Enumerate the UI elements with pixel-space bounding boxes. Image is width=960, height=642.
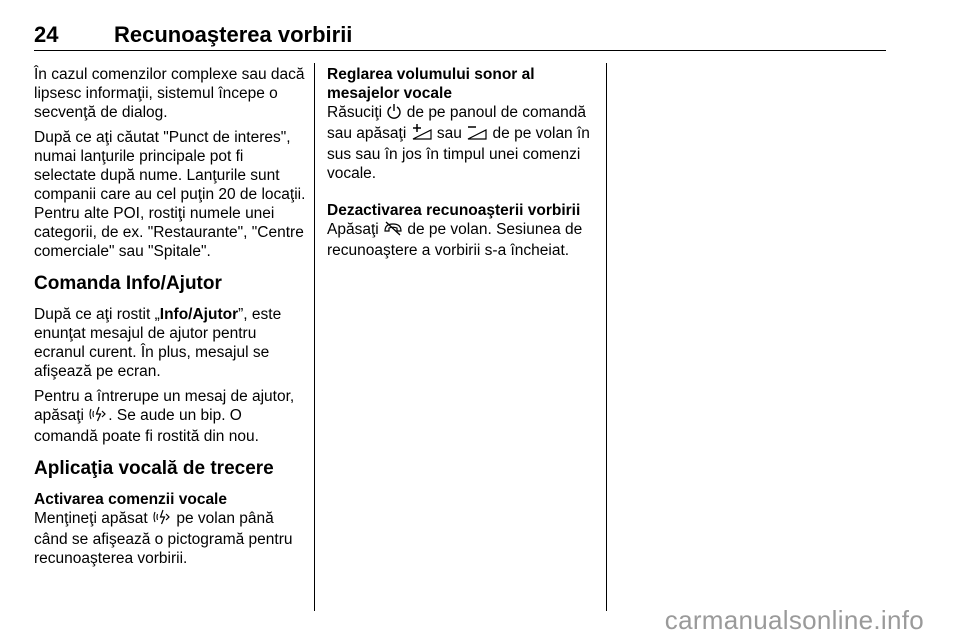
- right-column: [327, 65, 595, 266]
- paragraph: Răsuciţi de pe panoul de comandă sau apăsaţi sau de pe volan în sus sau în jos în timpul unei comenzi vocale.: [327, 104, 590, 182]
- paragraph: În cazul comenzilor complexe sau dacă lipsesc informaţii, sistemul începe o secvenţă de dialog.: [34, 66, 305, 121]
- volume-up-icon: [411, 124, 433, 145]
- paragraph: Menţineţi apăsat pe volan până când se afişează o pictogramă pentru recunoaşterea vorbirii.: [34, 510, 293, 567]
- paragraph: După ce aţi rostit „Info/Ajutor”, este enunţat mesajul de ajutor pentru ecranul curent. În plus, mesajul se afişează pe ecran.: [34, 306, 282, 380]
- phone-hangup-icon: [383, 220, 403, 241]
- section-heading: Comanda Info/Ajutor: [34, 273, 222, 294]
- left-column: [34, 65, 306, 574]
- page-header: [34, 22, 886, 51]
- voice-control-icon: [88, 406, 108, 427]
- subsection-heading: Reglarea volumului sonor al mesajelor vocale: [327, 66, 535, 102]
- paragraph: Apăsaţi de pe volan. Sesiunea de recunoaştere a vorbirii s-a încheiat.: [327, 221, 583, 259]
- paragraph: Pentru a întrerupe un mesaj de ajutor, apăsaţi . Se aude un bip. O comandă poate fi rostită din nou.: [34, 388, 295, 445]
- footer-watermark: carmanualsonline.info: [664, 605, 924, 635]
- page-title: Recunoaşterea vorbirii: [114, 22, 353, 47]
- section-heading: Aplicaţia vocală de trecere: [34, 458, 274, 479]
- power-knob-icon: [386, 103, 402, 124]
- column-divider: [606, 63, 607, 611]
- subsection-heading: Activarea comenzii vocale: [34, 491, 227, 508]
- paragraph: După ce aţi căutat "Punct de interes", numai lanţurile principale pot fi selectate după nume. Lanţurile sunt companii care au cel puţin 20 de locaţii. Pentru alte POI, rostiţi numele unei categorii, de ex. "Restaurante", "Centre comerciale" sau "Spitale".: [34, 129, 306, 260]
- column-divider: [314, 63, 315, 611]
- subsection-heading: Dezactivarea recunoaşterii vorbirii: [327, 202, 581, 219]
- voice-control-icon: [152, 509, 172, 530]
- page-number: 24: [34, 22, 59, 47]
- bold-term: Info/Ajutor: [159, 306, 239, 323]
- volume-down-icon: [466, 124, 488, 145]
